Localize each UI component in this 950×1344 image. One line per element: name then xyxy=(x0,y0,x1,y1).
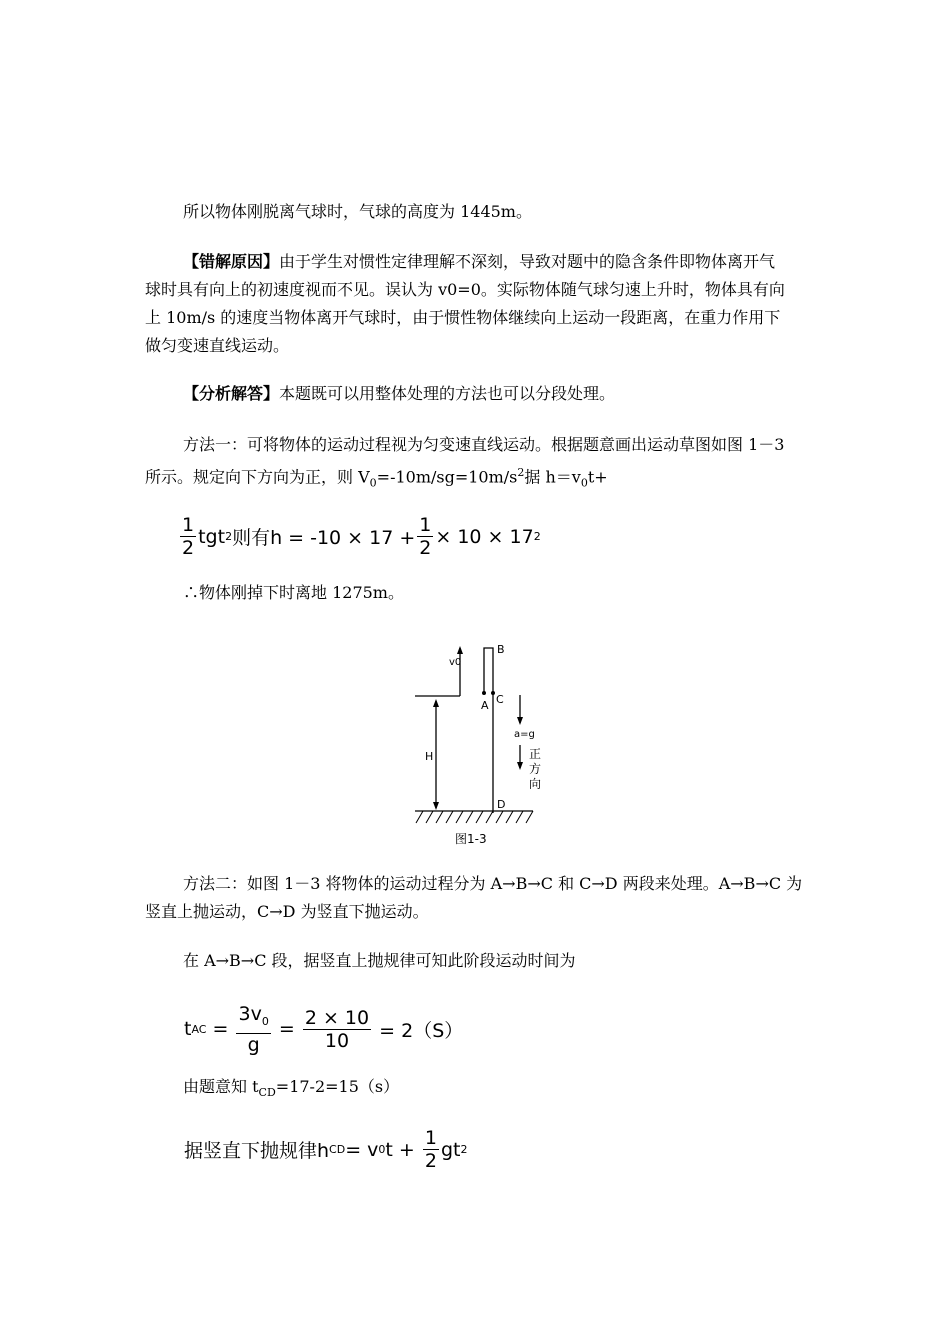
label-c: C xyxy=(496,693,504,706)
point-a xyxy=(482,691,486,695)
eq2-frac-a: $\frac{3v_0}{g}$ xyxy=(238,1003,269,1056)
error-line-4: 做匀变速直线运动。 xyxy=(145,336,290,355)
analysis-text: 本题既可以用整体处理的方法也可以分段处理。 xyxy=(279,384,616,403)
eq2-eq2: = xyxy=(278,1018,295,1041)
label-dir-1: 正 xyxy=(529,747,542,761)
trajectory-path xyxy=(484,648,493,813)
label-a-eq-g: a=g xyxy=(514,729,535,740)
label-d: D xyxy=(497,798,506,811)
eq3-frac: $\frac{1}{2}$ xyxy=(424,1127,437,1172)
eq2-t: t xyxy=(184,1018,192,1041)
method2-line-1: 方法二：如图 1－3 将物体的运动过程分为 A→B→C 和 C→D 两段来处理。A→B→C 为 xyxy=(183,874,803,893)
eq1-frac-a: $\frac{1}{2}$ xyxy=(182,514,195,559)
label-dir-3: 向 xyxy=(529,777,542,791)
height-arrow-top xyxy=(433,699,439,707)
figure-caption: 图1-3 xyxy=(455,832,487,846)
equation-3 xyxy=(184,1127,468,1172)
label-v0: v0 xyxy=(449,657,462,668)
eq2-frac-b: $\frac{2 \times 10}{10}$ xyxy=(304,1006,370,1052)
height-arrow-bottom xyxy=(433,802,439,810)
segment-intro: 在 A→B→C 段，据竖直上抛规律可知此阶段运动时间为 xyxy=(183,951,576,970)
method1-line-1: 方法一：可将物体的运动过程视为匀变速直线运动。根据题意画出运动草图如图 1－3 xyxy=(183,435,785,454)
positive-arrow-head xyxy=(517,762,523,770)
error-heading: 【错解原因】 xyxy=(183,252,280,271)
result-1: ∴物体刚掉下时离地 1275m。 xyxy=(183,583,404,602)
accel-arrow-head xyxy=(517,717,523,725)
tcd-sub: CD xyxy=(258,1086,276,1100)
figure-1-3 xyxy=(405,643,545,853)
m1-text-a: 所示。规定向下方向为正，则 V xyxy=(145,467,370,487)
eq1-sq-b: 2 xyxy=(533,530,541,543)
eq3-sub0: 0 xyxy=(378,1143,386,1156)
eq1-sq: 2 xyxy=(225,530,233,543)
m1-sup: 2 xyxy=(517,466,525,479)
m1-sub: 0 xyxy=(369,476,377,490)
tcd-line xyxy=(183,1073,399,1107)
method2-line-2: 竖直上抛运动，C→D 为竖直下抛运动。 xyxy=(145,902,429,921)
analysis-heading: 【分析解答】 xyxy=(183,384,280,403)
error-line-2: 球时具有向上的初速度视而不见。误认为 v0=0。实际物体随气球匀速上升时，物体具有向 xyxy=(145,280,785,299)
eq2-tail: = 2（S） xyxy=(379,1019,464,1042)
eq1-t: tgt xyxy=(198,525,226,548)
eq2-eq1: = xyxy=(212,1018,229,1041)
eq3-sq: 2 xyxy=(460,1143,468,1156)
eq1-frac-b: $\frac{1}{2}$ xyxy=(419,514,432,559)
label-h: H xyxy=(425,750,434,763)
eq1-mid: 则有h = -10 × 17 + xyxy=(232,527,416,549)
m1-text-d: t+ xyxy=(587,467,608,487)
error-text-1: 由于学生对惯性定律理解不深刻，导致对题中的隐含条件即物体离开气 xyxy=(279,252,776,271)
label-b: B xyxy=(497,643,505,656)
m1-text-c: 据 h＝v xyxy=(524,467,581,487)
m1-sub2: 0 xyxy=(580,476,588,490)
tcd-b: =17-2=15（s） xyxy=(275,1077,400,1096)
tcd-a: 由题意知 t xyxy=(183,1077,259,1096)
eq3-mid: = v xyxy=(345,1138,379,1161)
label-dir-2: 方 xyxy=(529,762,542,776)
error-line-1 xyxy=(183,248,775,276)
eq2-sub: AC xyxy=(191,1022,207,1036)
point-c xyxy=(491,691,495,695)
eq3-lead: 据竖直下抛规律h xyxy=(184,1140,330,1162)
equation-2 xyxy=(184,1003,463,1056)
eq1-tail: × 10 × 17 xyxy=(435,525,534,548)
ground-hatch xyxy=(416,811,533,823)
error-line-3: 上 10m/s 的速度当物体离开气球时，由于惯性物体继续向上运动一段距离，在重力作用下 xyxy=(145,308,781,327)
eq3-t: t + xyxy=(385,1138,415,1161)
m1-text-b: =-10m/sg=10m/s xyxy=(376,467,518,487)
method1-line-2 xyxy=(145,459,608,498)
analysis-line xyxy=(183,380,615,408)
eq3-sub: CD xyxy=(329,1143,346,1156)
eq3-g: gt xyxy=(440,1138,461,1161)
label-a: A xyxy=(481,699,489,712)
v0-arrow-head xyxy=(457,646,463,654)
equation-1 xyxy=(178,514,541,559)
para-height: 所以物体刚脱离气球时，气球的高度为 1445m。 xyxy=(183,202,532,221)
